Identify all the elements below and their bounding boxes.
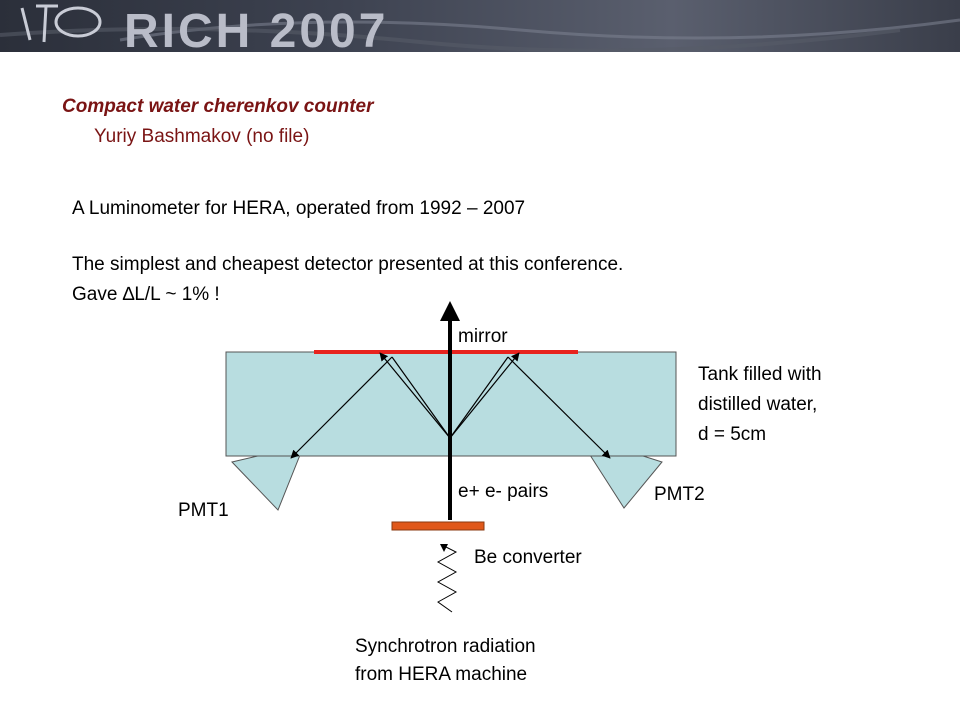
- pmt1-shape: [232, 455, 300, 510]
- pmt1-label: PMT1: [178, 500, 229, 521]
- banner-title: RICH 2007: [124, 5, 389, 52]
- body-line-3-rest: L/L ~ 1% !: [134, 284, 220, 305]
- pairs-label: e+ e- pairs: [458, 481, 549, 502]
- pmt2-label: PMT2: [654, 484, 705, 505]
- synchrotron-label-line-2: from HERA machine: [355, 664, 528, 685]
- body-line-1: A Luminometer for HERA, operated from 1992 – 2007: [72, 198, 526, 219]
- synchrotron-arrowhead: [440, 544, 448, 552]
- tank-label-line-1: Tank filled with: [698, 364, 822, 385]
- delta-symbol: ∆: [122, 284, 135, 305]
- body-line-2: The simplest and cheapest detector presented at this conference.: [72, 254, 624, 275]
- talk-title: Compact water cherenkov counter: [62, 96, 374, 117]
- pmt2-shape: [590, 455, 662, 508]
- mirror-label: mirror: [458, 326, 508, 347]
- tank-label-line-2: distilled water,: [698, 394, 818, 415]
- synchrotron-wave: [438, 546, 456, 612]
- converter-label: Be converter: [474, 547, 582, 568]
- body-line-3-prefix: Gave: [72, 284, 123, 305]
- synchrotron-label-line-1: Synchrotron radiation: [355, 636, 536, 657]
- be-converter: [392, 522, 484, 530]
- tank-label-line-3: d = 5cm: [698, 424, 767, 445]
- talk-speaker: Yuriy Bashmakov (no file): [94, 126, 310, 147]
